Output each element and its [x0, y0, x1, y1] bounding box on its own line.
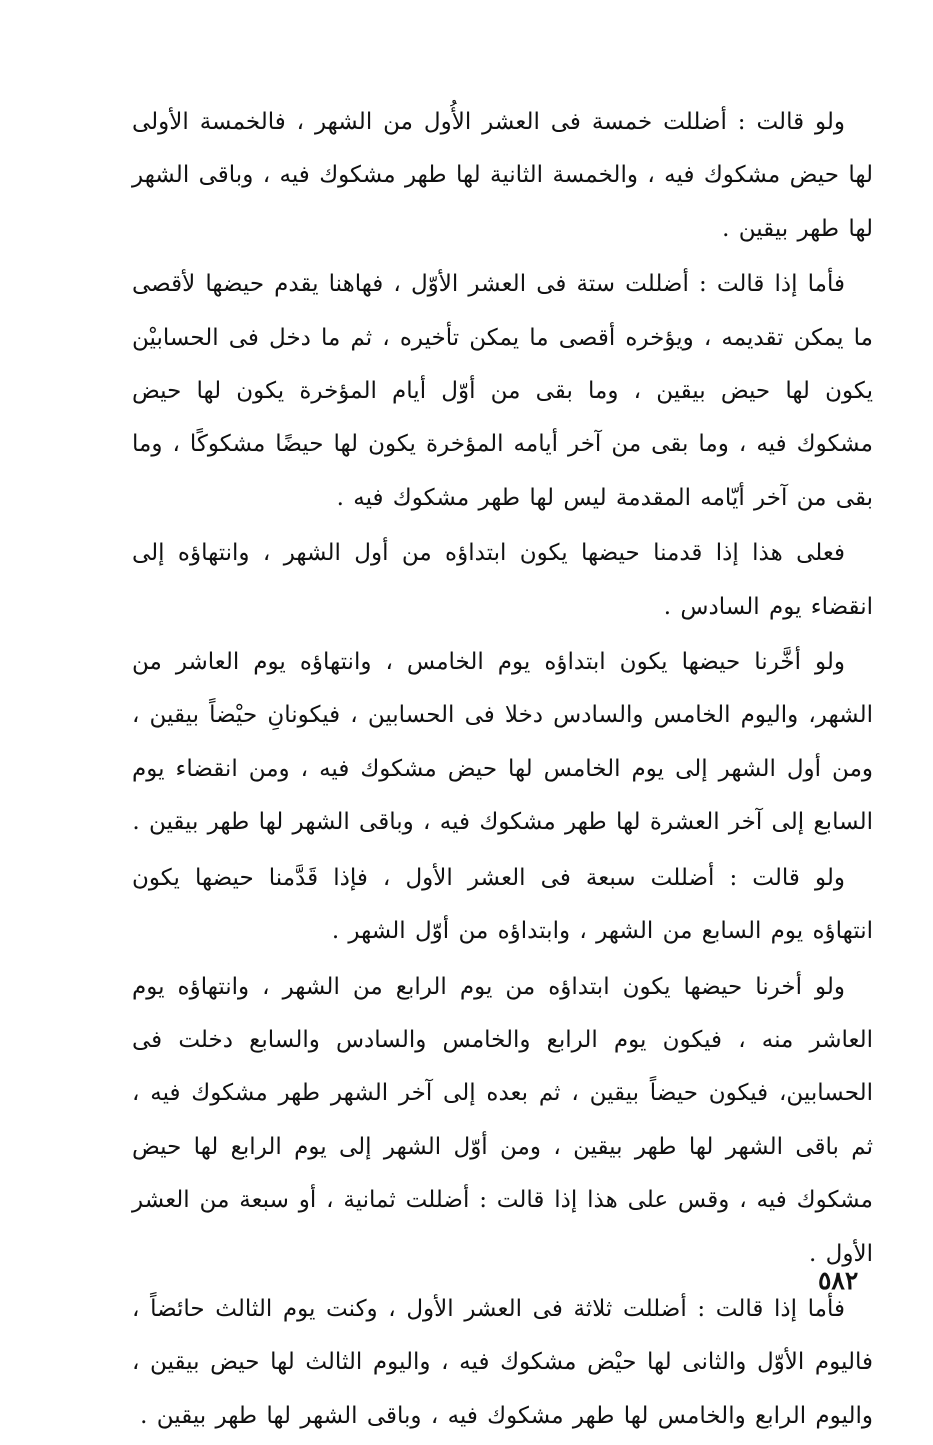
paragraph-5: ولو قالت : أضللت سبعة فى العشر الأول ، فإذا قَدَّمنا حيضها يكون انتهاؤه يوم السابع من الشهر ، وابتداؤه من أوّل الشهر .	[132, 864, 873, 945]
paragraph-4: ولو أخَّرنا حيضها يكون ابتداؤه يوم الخامس ، وانتهاؤه يوم العاشر من الشهر، واليوم الخامس والسادس دخلا فى الحسابين ، فيكونانِ حيْضاً بيقين ، ومن أول الشهر إلى يوم الخامس لها حيض مشكوك فيه ، ومن انقضاء يوم السابع إلى آخر العشرة لها طهر مشكوك فيه ، وباقى الشهر لها طهر بيقين .	[132, 649, 873, 836]
paragraph-7: فأما إذا قالت : أضللت ثلاثة فى العشر الأول ، وكنت يوم الثالث حائضاً ، فاليوم الأوّل والثانى لها حيْض مشكوك فيه ، واليوم الثالث لها حيض بيقين ، واليوم الرابع والخامس لها طهر مشكوك فيه ، وباقى الشهر لها طهر بيقين .	[132, 1295, 873, 1429]
paragraph-2: فأما إذا قالت : أضللت ستة فى العشر الأوّل ، فهاهنا يقدم حيضها لأقصى ما يمكن تقديمه ، ويؤخره أقصى ما يمكن تأخيره ، ثم ما دخل فى الحسابيْن يكون لها حيض بيقين ، وما بقى من أوّل أيام المؤخرة يكون لها حيض مشكوك فيه ، وما بقى من آخر أيامه المؤخرة يكون لها حيضًا مشكوكًا ، وما بقى من آخر أيّامه المقدمة ليس لها طهر مشكوك فيه .	[132, 271, 873, 511]
paragraph-6: ولو أخرنا حيضها يكون ابتداؤه من يوم الرابع من الشهر ، وانتهاؤه يوم العاشر منه ، فيكون يوم الرابع والخامس والسادس والسابع دخلت فى الحسابين، فيكون حيضاً بيقين ، ثم بعده إلى آخر الشهر طهر مشكوك فيه ، ثم باقى الشهر لها طهر بيقين ، ومن أوّل الشهر إلى يوم الرابع لها حيض مشكوك فيه ، وقس على هذا إذا قالت : أضللت ثمانية ، أو سبعة من العشر الأول .	[132, 973, 873, 1267]
paragraph-1: ولو قالت : أضللت خمسة فى العشر الأُول من الشهر ، فالخمسة الأولى لها حيض مشكوك فيه ، والخمسة الثانية لها طهر مشكوك فيه ، وباقى الشهر لها طهر بيقين .	[132, 109, 873, 242]
paragraph-3: فعلى هذا إذا قدمنا حيضها يكون ابتداؤه من أول الشهر ، وانتهاؤه إلى انقضاء يوم السادس .	[132, 540, 873, 620]
body-text	[132, 96, 873, 1445]
page-number: ٥٨٢	[818, 1266, 859, 1295]
